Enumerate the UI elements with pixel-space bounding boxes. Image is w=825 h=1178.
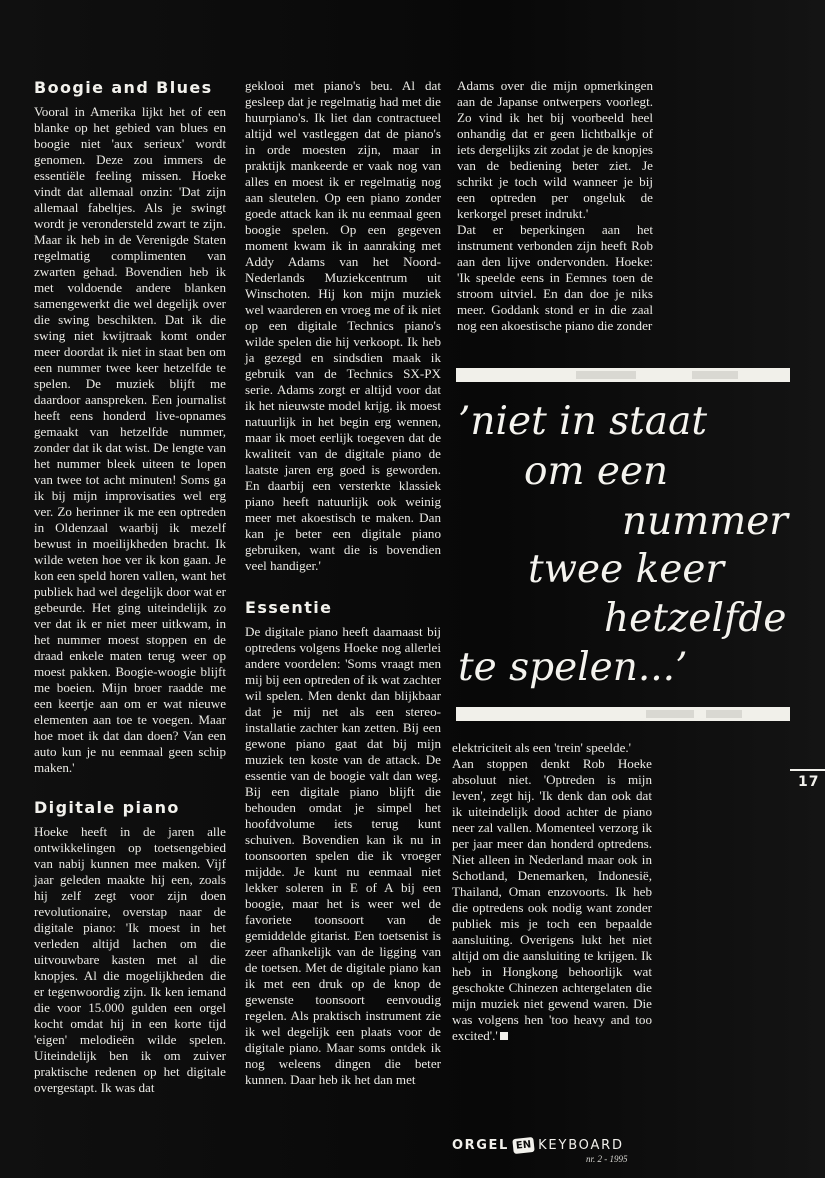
issue-number: nr. 2 - 1995 bbox=[586, 1154, 628, 1164]
paragraph: Hoeke heeft in de jaren alle ontwikkelingen op toetsengebied van nabij kunnen mee maken. Vijf jaar geleden maakte hij een, zoals hij zelf zegt voor zijn doen revolutionaire, overstap naar de digitale piano: 'Ik moest in het verleden altijd lachen om die uitvouwbare kasten met al die knopjes. Al die mogelijkheden die er tegenwoordig zijn. Ik ken iemand die voor 15.000 gulden een orgel kocht omdat hij in een korte tijd 'eigen' melodieën wilde spelen. Uiteindelijk ben ik om zuiver praktische redenen op het digitale overgestapt. Ik was dat bbox=[34, 824, 226, 1095]
pullquote-bottom-rule bbox=[456, 707, 790, 721]
paragraph: Dat er beperkingen aan het instrument verbonden zijn heeft Rob aan den lijve ondervonden. Hoeke: 'Ik speelde eens in Eemnes toen de stroom uitviel. En dan doe je niks meer. Goddank stond er in die zaal nog een akoestische piano die zonder bbox=[457, 222, 653, 333]
pull-quote-line: hetzelfde bbox=[604, 596, 787, 641]
paragraph: elektriciteit als een 'trein' speelde.' bbox=[452, 740, 632, 755]
logo-word-keyboard: KEYBOARD bbox=[538, 1138, 624, 1153]
end-of-article-mark bbox=[500, 1032, 508, 1040]
article-column-2 bbox=[245, 78, 441, 1088]
logo-word-en: EN bbox=[512, 1137, 535, 1154]
magazine-footer bbox=[452, 1138, 662, 1174]
article-column-1 bbox=[34, 78, 226, 1096]
pull-quote-line: om een bbox=[524, 449, 669, 494]
page-number bbox=[790, 769, 825, 790]
paragraph: Adams over die mijn opmerkingen aan de Japanse ontwerpers voorlegt. Zo vind ik het bij voorbeeld heel onhandig dat er geen lichtbalkje of iets dergelijks zit zodat je de knopjes van de bediening beter ziet. Je schrikt je toch wild wanneer je bij een optreden per ongeluk de kerkorgel preset indrukt.' bbox=[457, 78, 653, 221]
pull-quote bbox=[452, 398, 797, 698]
pull-quote-line: ’niet in staat bbox=[458, 399, 707, 444]
paragraph: De digitale piano heeft daarnaast bij optredens volgens Hoeke nog allerlei andere voordelen: 'Soms vraagt men mij bij een optreden of ik wat zachter wil spelen. Men denkt dan blijkbaar dat je mij net als een stereo-installatie zachter kan zetten. Bij een gewone piano gaat dat bij mijn muziek ten koste van de attack. De essentie van de boogie valt dan weg. Bij een digitale piano blijft die behouden omdat je simpel het hoofdvolume iets terug kunt schuiven. Bovendien kan ik nu in toonsoorten spelen die ik vroeger mijdde. Je kunt nu eenmaal niet lekker soleren in E of A bij een boogie, maar het is weer wel de favoriete toonsoort van de gemiddelde gitarist. Een toetsenist is zeer afhankelijk van de ligging van de toetsen. Met de digitale piano kan ik met een druk op de knop de gewenste toonsoort eenvoudig regelen. Als praktisch instrument zie ik wel degelijk een plaats voor de digitale piano. Maar soms ontdek ik nog weleens dingen die beter kunnen. Daar heb ik het dan met bbox=[245, 624, 441, 1087]
paragraph bbox=[452, 756, 652, 1044]
pull-quote-line: nummer bbox=[622, 499, 788, 544]
magazine-logo bbox=[452, 1138, 662, 1153]
article-column-3-top bbox=[457, 78, 653, 334]
pull-quote-line: te spelen...’ bbox=[458, 645, 688, 690]
article-column-3-bottom bbox=[452, 740, 652, 1044]
paragraph-text: Aan stoppen denkt Rob Hoeke absoluut niet. 'Optreden is mijn leven', zegt hij. 'Ik denk dan ook dat ik uiteindelijk dood achter de piano neer zal vallen. Momenteel verzorg ik per jaar meer dan honderd optredens. Niet alleen in Nederland maar ook in Schotland, Denemarken, Indonesië, Thailand, Oman enzovoorts. Ik heb die optredens ook nodig want zonder publiek mis je toch een bepaalde aansluiting. Overigens lukt het niet altijd om die aansluiting te krijgen. Ik heb in Hongkong behoorlijk wat geschokte Chinezen achtergelaten die mijn muziek niet gewend waren. Die was volgens hen 'too heavy and too excited'.' bbox=[452, 756, 652, 1043]
paragraph: geklooi met piano's beu. Al dat gesleep dat je regelmatig had met die huurpiano's. Ik liet dan contractueel altijd wel vastleggen dat de piano's in orde moesten zijn, maar in praktijk mankeerde er vaak nog van alles en moest ik er regelmatig nog aan sleutelen. Op een piano zonder goede attack kan ik nu eenmaal geen boogie spelen. Op een gegeven moment kwam ik in aanraking met Addy Adams van het Noord-Nederlands Muziekcentrum uit Winschoten. Hij kon mijn muziek wel waarderen en vroeg me of ik niet op een digitale Technics piano's wilde spelen die hij verkoopt. Ik heb ja gezegd en sindsdien maak ik gebruik van de Technics SX-PX serie. Adams zorgt er altijd voor dat ik het nieuwste model krijg. ik moest natuurlijk in het begin erg wennen, maar ik moet eerlijk toegeven dat de kwaliteit van de digitale piano de laatste jaren erg goed is geworden. En daarbij een versterkte klassiek piano heeft natuurlijk ook weinig meer met akoestisch te maken. Dan kan je beter een digitale piano gebruiken, want die is bovendien veel handiger.' bbox=[245, 78, 441, 573]
section-heading-digitale-piano: Digitale piano bbox=[34, 798, 180, 817]
pull-quote-line: twee keer bbox=[528, 547, 725, 592]
pullquote-top-rule bbox=[456, 368, 790, 382]
section-heading-essentie: Essentie bbox=[245, 598, 333, 617]
page-number-value: 17 bbox=[798, 774, 820, 790]
section-heading-boogie-and-blues: Boogie and Blues bbox=[34, 78, 213, 97]
paragraph: Vooral in Amerika lijkt het of een blanke op het gebied van blues en boogie niet 'aux serieux' wordt genomen. Deze zou immers de essentiële feeling missen. Hoeke vindt dat allemaal onzin: 'Dat zijn allemaal fabeltjes. Als je swingt wordt je verondersteld zwart te zijn. Maar ik heb in de Verenigde Staten regelmatig complimenten van zwarten gehad. Bovendien heb ik met voldoende andere blanken samengewerkt die wel degelijk over die swing beschikten. Dat ik die swing niet kwijtraak komt onder meer doordat ik niet in staat ben om een nummer twee keer hetzelfde te spelen. De muziek blijft me daardoor aanspreken. Een journalist heeft eens honderd live-opnames gemaakt van hetzelfde nummer, zonder dat ik dat wist. De lengte van het nummer bleek uiteen te lopen van twee tot acht minuten! Soms ga ik bij mijn improvisaties wel erg ver. Zo herinner ik me een optreden in Oldenzaal waarbij ik mezelf bewust in moeilijkheden bracht. Ik wilde weten hoe ver ik kon gaan. Je kon een speld horen vallen, want het publiek had wel degelijk door wat er gebeurde. Het ging uiteindelijk zo ver dat ik er niet meer uitkwam, in het nummer moest stoppen en de draad enkele maten terug weer op moest pakken. Boogie-woogie blijft me boeien. Mijn broer raadde me een keertje aan om er wat nieuwe elementen aan toe te voegen. Maar hoe moet ik dat dan doen? Van een auto kun je nu eenmaal geen schip maken.' bbox=[34, 104, 226, 775]
logo-word-orgel: ORGEL bbox=[452, 1138, 509, 1153]
